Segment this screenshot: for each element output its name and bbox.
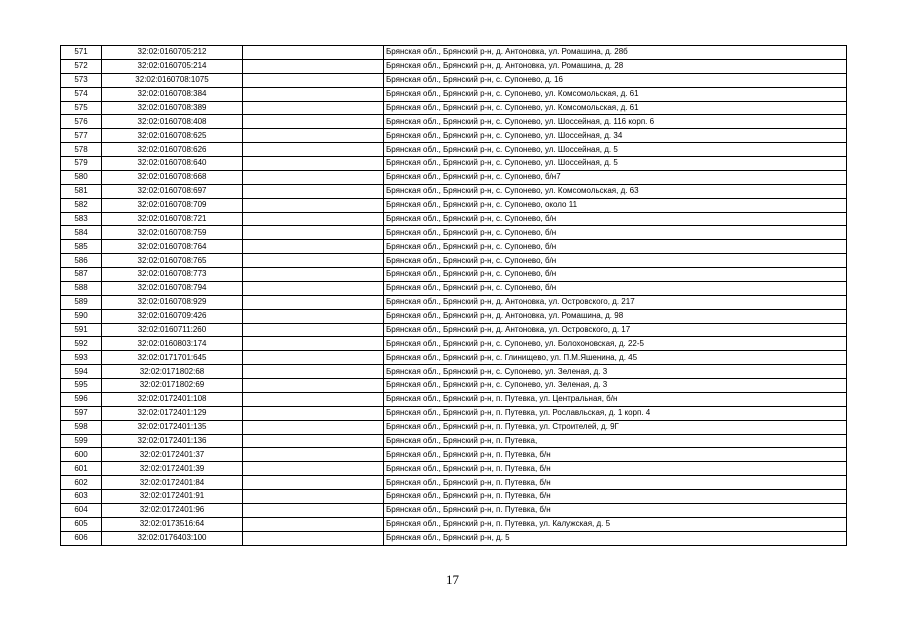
empty-cell: [243, 531, 384, 545]
cadastral-number-cell: 32:02:0160708:759: [102, 226, 243, 240]
row-number-cell: 581: [61, 184, 102, 198]
table-row: [61, 157, 847, 171]
address-cell: Брянская обл., Брянский р-н, с. Глинищево, ул. П.М.Яшенина, д. 45: [384, 351, 847, 365]
table-row: [61, 379, 847, 393]
empty-cell: [243, 448, 384, 462]
table-row: [61, 490, 847, 504]
table-row: [61, 73, 847, 87]
cadastral-number-cell: 32:02:0172401:108: [102, 392, 243, 406]
cadastral-number-cell: 32:02:0172401:135: [102, 420, 243, 434]
cadastral-number-cell: 32:02:0172401:84: [102, 476, 243, 490]
row-number-cell: 590: [61, 309, 102, 323]
cadastral-number-cell: 32:02:0160709:426: [102, 309, 243, 323]
cadastral-number-cell: 32:02:0172401:136: [102, 434, 243, 448]
address-cell: Брянская обл., Брянский р-н, п. Путевка, ул. Центральная, б/н: [384, 392, 847, 406]
address-cell: Брянская обл., Брянский р-н, с. Супонево, б/н: [384, 212, 847, 226]
cadastral-number-cell: 32:02:0160708:794: [102, 281, 243, 295]
cadastral-registry-table: [60, 45, 847, 546]
empty-cell: [243, 337, 384, 351]
cadastral-number-cell: 32:02:0160803:174: [102, 337, 243, 351]
address-cell: Брянская обл., Брянский р-н, д. Антоновка, ул. Островского, д. 217: [384, 295, 847, 309]
row-number-cell: 592: [61, 337, 102, 351]
empty-cell: [243, 281, 384, 295]
cadastral-number-cell: 32:02:0160708:384: [102, 87, 243, 101]
table-row: [61, 240, 847, 254]
cadastral-number-cell: 32:02:0160708:709: [102, 198, 243, 212]
address-cell: Брянская обл., Брянский р-н, с. Супонево, ул. Зеленая, д. 3: [384, 365, 847, 379]
row-number-cell: 572: [61, 59, 102, 73]
address-cell: Брянская обл., Брянский р-н, с. Супонево, ул. Комсомольская, д. 61: [384, 101, 847, 115]
row-number-cell: 600: [61, 448, 102, 462]
empty-cell: [243, 240, 384, 254]
address-cell: Брянская обл., Брянский р-н, с. Супонево, д. 16: [384, 73, 847, 87]
cadastral-number-cell: 32:02:0172401:96: [102, 503, 243, 517]
address-cell: Брянская обл., Брянский р-н, с. Супонево, б/н: [384, 240, 847, 254]
row-number-cell: 573: [61, 73, 102, 87]
table-row: [61, 59, 847, 73]
cadastral-number-cell: 32:02:0172401:39: [102, 462, 243, 476]
table-row: [61, 462, 847, 476]
empty-cell: [243, 295, 384, 309]
page-number: 17: [446, 572, 459, 587]
empty-cell: [243, 226, 384, 240]
address-cell: Брянская обл., Брянский р-н, с. Супонево, б/н: [384, 254, 847, 268]
cadastral-number-cell: 32:02:0160708:626: [102, 143, 243, 157]
table-row: [61, 365, 847, 379]
empty-cell: [243, 434, 384, 448]
cadastral-number-cell: 32:02:0171802:69: [102, 379, 243, 393]
empty-cell: [243, 59, 384, 73]
cadastral-number-cell: 32:02:0160708:697: [102, 184, 243, 198]
address-cell: Брянская обл., Брянский р-н, п. Путевка, ул. Рославльская, д. 1 корп. 4: [384, 406, 847, 420]
row-number-cell: 571: [61, 46, 102, 60]
table-row: [61, 351, 847, 365]
cadastral-number-cell: 32:02:0160708:625: [102, 129, 243, 143]
table-row: [61, 517, 847, 531]
row-number-cell: 601: [61, 462, 102, 476]
address-cell: Брянская обл., Брянский р-н, п. Путевка, ул. Строителей, д. 9Г: [384, 420, 847, 434]
cadastral-number-cell: 32:02:0160708:721: [102, 212, 243, 226]
address-cell: Брянская обл., Брянский р-н, д. Антоновка, ул. Ромашина, д. 28б: [384, 46, 847, 60]
cadastral-number-cell: 32:02:0172401:129: [102, 406, 243, 420]
table-row: [61, 46, 847, 60]
empty-cell: [243, 46, 384, 60]
row-number-cell: 598: [61, 420, 102, 434]
table-row: [61, 101, 847, 115]
row-number-cell: 575: [61, 101, 102, 115]
row-number-cell: 585: [61, 240, 102, 254]
empty-cell: [243, 184, 384, 198]
empty-cell: [243, 379, 384, 393]
address-cell: Брянская обл., Брянский р-н, п. Путевка, б/н: [384, 448, 847, 462]
table-row: [61, 448, 847, 462]
address-cell: Брянская обл., Брянский р-н, с. Супонево, около 11: [384, 198, 847, 212]
empty-cell: [243, 490, 384, 504]
address-cell: Брянская обл., Брянский р-н, с. Супонево, б/н: [384, 226, 847, 240]
address-cell: Брянская обл., Брянский р-н, с. Супонево, ул. Шоссейная, д. 5: [384, 143, 847, 157]
row-number-cell: 594: [61, 365, 102, 379]
address-cell: Брянская обл., Брянский р-н, с. Супонево, ул. Болохоновская, д. 22-5: [384, 337, 847, 351]
address-cell: Брянская обл., Брянский р-н, п. Путевка, б/н: [384, 476, 847, 490]
address-cell: Брянская обл., Брянский р-н, с. Супонево, б/н7: [384, 170, 847, 184]
registry-table-body: [61, 46, 847, 546]
row-number-cell: 596: [61, 392, 102, 406]
address-cell: Брянская обл., Брянский р-н, п. Путевка, б/н: [384, 490, 847, 504]
row-number-cell: 593: [61, 351, 102, 365]
row-number-cell: 578: [61, 143, 102, 157]
address-cell: Брянская обл., Брянский р-н, д. Антоновка, ул. Ромашина, д. 98: [384, 309, 847, 323]
address-cell: Брянская обл., Брянский р-н, д. 5: [384, 531, 847, 545]
table-row: [61, 337, 847, 351]
row-number-cell: 603: [61, 490, 102, 504]
empty-cell: [243, 198, 384, 212]
address-cell: Брянская обл., Брянский р-н, п. Путевка, ул. Калужская, д. 5: [384, 517, 847, 531]
table-row: [61, 392, 847, 406]
empty-cell: [243, 420, 384, 434]
empty-cell: [243, 323, 384, 337]
row-number-cell: 579: [61, 157, 102, 171]
row-number-cell: 577: [61, 129, 102, 143]
empty-cell: [243, 351, 384, 365]
cadastral-number-cell: 32:02:0160708:764: [102, 240, 243, 254]
table-row: [61, 531, 847, 545]
empty-cell: [243, 143, 384, 157]
row-number-cell: 595: [61, 379, 102, 393]
address-cell: Брянская обл., Брянский р-н, п. Путевка, б/н: [384, 503, 847, 517]
table-row: [61, 420, 847, 434]
table-row: [61, 212, 847, 226]
address-cell: Брянская обл., Брянский р-н, с. Супонево, ул. Шоссейная, д. 116 корп. 6: [384, 115, 847, 129]
address-cell: Брянская обл., Брянский р-н, д. Антоновка, ул. Ромашина, д. 28: [384, 59, 847, 73]
address-cell: Брянская обл., Брянский р-н, с. Супонево, ул. Шоссейная, д. 5: [384, 157, 847, 171]
row-number-cell: 588: [61, 281, 102, 295]
address-cell: Брянская обл., Брянский р-н, п. Путевка,: [384, 434, 847, 448]
row-number-cell: 586: [61, 254, 102, 268]
cadastral-number-cell: 32:02:0160708:389: [102, 101, 243, 115]
address-cell: Брянская обл., Брянский р-н, с. Супонево, ул. Комсомольская, д. 61: [384, 87, 847, 101]
row-number-cell: 597: [61, 406, 102, 420]
cadastral-number-cell: 32:02:0160708:773: [102, 268, 243, 282]
empty-cell: [243, 392, 384, 406]
table-row: [61, 115, 847, 129]
cadastral-number-cell: 32:02:0160708:1075: [102, 73, 243, 87]
table-row: [61, 295, 847, 309]
row-number-cell: 591: [61, 323, 102, 337]
empty-cell: [243, 517, 384, 531]
row-number-cell: 583: [61, 212, 102, 226]
cadastral-number-cell: 32:02:0160705:212: [102, 46, 243, 60]
cadastral-number-cell: 32:02:0160708:408: [102, 115, 243, 129]
empty-cell: [243, 170, 384, 184]
address-cell: Брянская обл., Брянский р-н, с. Супонево, б/н: [384, 281, 847, 295]
table-row: [61, 281, 847, 295]
table-row: [61, 184, 847, 198]
cadastral-number-cell: 32:02:0176403:100: [102, 531, 243, 545]
table-row: [61, 198, 847, 212]
row-number-cell: 587: [61, 268, 102, 282]
row-number-cell: 584: [61, 226, 102, 240]
empty-cell: [243, 157, 384, 171]
empty-cell: [243, 129, 384, 143]
table-row: [61, 254, 847, 268]
row-number-cell: 605: [61, 517, 102, 531]
empty-cell: [243, 462, 384, 476]
address-cell: Брянская обл., Брянский р-н, с. Супонево, ул. Комсомольская, д. 63: [384, 184, 847, 198]
table-row: [61, 268, 847, 282]
row-number-cell: 580: [61, 170, 102, 184]
empty-cell: [243, 73, 384, 87]
table-row: [61, 503, 847, 517]
cadastral-number-cell: 32:02:0160708:668: [102, 170, 243, 184]
table-row: [61, 226, 847, 240]
cadastral-number-cell: 32:02:0160711:260: [102, 323, 243, 337]
empty-cell: [243, 115, 384, 129]
row-number-cell: 582: [61, 198, 102, 212]
empty-cell: [243, 476, 384, 490]
cadastral-number-cell: 32:02:0160705:214: [102, 59, 243, 73]
empty-cell: [243, 254, 384, 268]
table-row: [61, 143, 847, 157]
empty-cell: [243, 87, 384, 101]
table-row: [61, 323, 847, 337]
cadastral-number-cell: 32:02:0160708:929: [102, 295, 243, 309]
table-row: [61, 87, 847, 101]
row-number-cell: 589: [61, 295, 102, 309]
row-number-cell: 599: [61, 434, 102, 448]
cadastral-number-cell: 32:02:0160708:765: [102, 254, 243, 268]
empty-cell: [243, 309, 384, 323]
empty-cell: [243, 503, 384, 517]
address-cell: Брянская обл., Брянский р-н, п. Путевка, б/н: [384, 462, 847, 476]
cadastral-number-cell: 32:02:0171802:68: [102, 365, 243, 379]
table-row: [61, 406, 847, 420]
empty-cell: [243, 365, 384, 379]
cadastral-number-cell: 32:02:0171701:645: [102, 351, 243, 365]
empty-cell: [243, 212, 384, 226]
row-number-cell: 602: [61, 476, 102, 490]
table-row: [61, 476, 847, 490]
address-cell: Брянская обл., Брянский р-н, с. Супонево, ул. Зеленая, д. 3: [384, 379, 847, 393]
row-number-cell: 604: [61, 503, 102, 517]
cadastral-number-cell: 32:02:0173516:64: [102, 517, 243, 531]
table-row: [61, 129, 847, 143]
table-row: [61, 170, 847, 184]
row-number-cell: 574: [61, 87, 102, 101]
empty-cell: [243, 406, 384, 420]
table-row: [61, 434, 847, 448]
table-row: [61, 309, 847, 323]
cadastral-number-cell: 32:02:0172401:37: [102, 448, 243, 462]
address-cell: Брянская обл., Брянский р-н, с. Супонево, ул. Шоссейная, д. 34: [384, 129, 847, 143]
row-number-cell: 606: [61, 531, 102, 545]
row-number-cell: 576: [61, 115, 102, 129]
cadastral-number-cell: 32:02:0172401:91: [102, 490, 243, 504]
empty-cell: [243, 101, 384, 115]
cadastral-number-cell: 32:02:0160708:640: [102, 157, 243, 171]
address-cell: Брянская обл., Брянский р-н, д. Антоновка, ул. Островского, д. 17: [384, 323, 847, 337]
empty-cell: [243, 268, 384, 282]
address-cell: Брянская обл., Брянский р-н, с. Супонево, б/н: [384, 268, 847, 282]
